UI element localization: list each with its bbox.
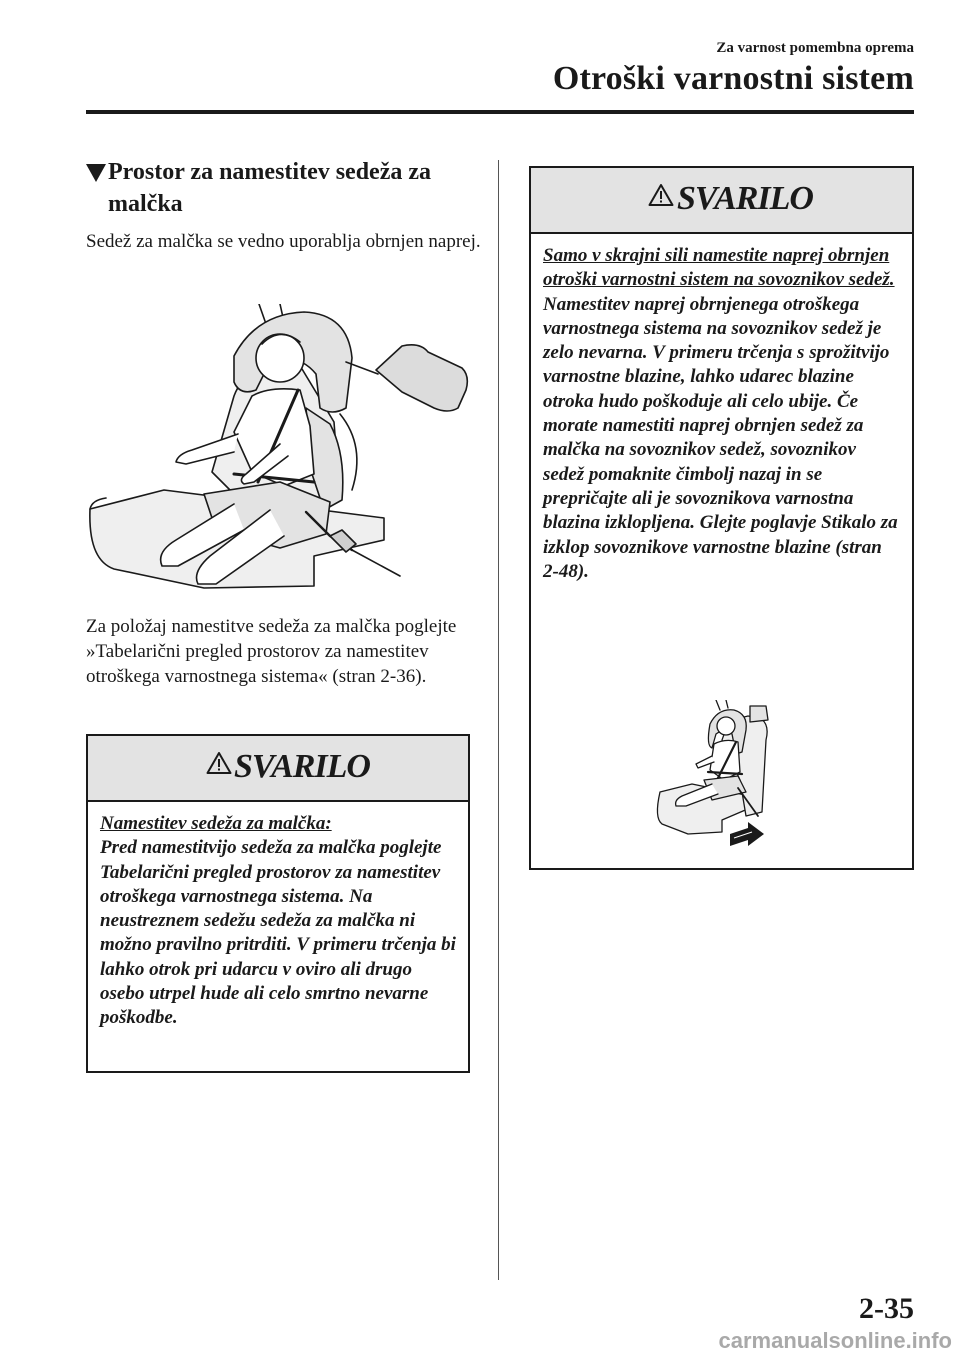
column-divider <box>498 160 499 1280</box>
warning-text: Pred namestitvijo sedeža za malčka poglejte Tabelarični pregled prostorov za namestitev otroškega varnostnega sistema. Na neustreznem sedežu sedeža za malčka ni možno pravilno pritrditi. V primeru trčenja bi lahko otrok pri udarcu v oviro ali drugo osebo utrpel hude ali celo smrtno nevarne poškodbe. <box>100 837 456 1029</box>
intro-paragraph: Sedež za malčka se vedno uporablja obrnjen naprej. <box>86 231 481 252</box>
warning-body <box>531 234 912 584</box>
warning-title: Namestitev sedeža za malčka: <box>100 813 332 834</box>
page-number: 2-35 <box>859 1292 914 1325</box>
page-title: Otroški varnostni sistem <box>552 60 914 97</box>
warning-text: Namestitev naprej obrnjenega otroškega varnostnega sistema na sovoznikov sedež je zelo nevarna. V primeru trčenja s sprožitvijo varnostne blazine, lahko udarec blazine otroka hudo poškoduje ali celo ubije. Če morate namestiti naprej obrnjen sedež za malčka na sovoznikov sedež, sovoznikov sedež pomaknite čimbolj nazaj in se prepričajte ali je sovoznikova varnostna blazina izklopljena. Glejte poglavje Stikalo za izklop sovoznikove varnostne blazine (stran 2-48). <box>543 293 898 582</box>
warning-header <box>88 736 468 802</box>
warning-title: Samo v skrajni sili namestite naprej obrnjen otroški varnostni sistem na sovoznikov sedež. <box>543 245 895 291</box>
child-seat-illustration <box>84 304 484 604</box>
arrow-icon <box>730 822 764 846</box>
warning-label: SVARILO <box>677 180 813 217</box>
passenger-seat-illustration <box>652 700 782 850</box>
running-header-section: Za varnost pomembna oprema <box>716 40 914 56</box>
triangle-down-icon <box>86 164 106 182</box>
placement-paragraph: Za položaj namestitve sedeža za malčka poglejte »Tabelarični pregled prostorov za namestitev otroškega varnostnega sistema« (stran 2-36). <box>86 616 457 687</box>
warning-box-left <box>86 734 470 1073</box>
header-rule <box>86 110 914 114</box>
section-heading <box>86 156 481 220</box>
watermark: carmanualsonline.info <box>718 1328 952 1353</box>
warning-triangle-icon <box>206 751 232 775</box>
section-heading-text: Prostor za namestitev sedeža za malčka <box>108 159 432 217</box>
warning-triangle-icon <box>648 183 674 207</box>
warning-body <box>88 802 468 1031</box>
warning-header <box>531 168 912 234</box>
warning-label: SVARILO <box>234 748 370 785</box>
